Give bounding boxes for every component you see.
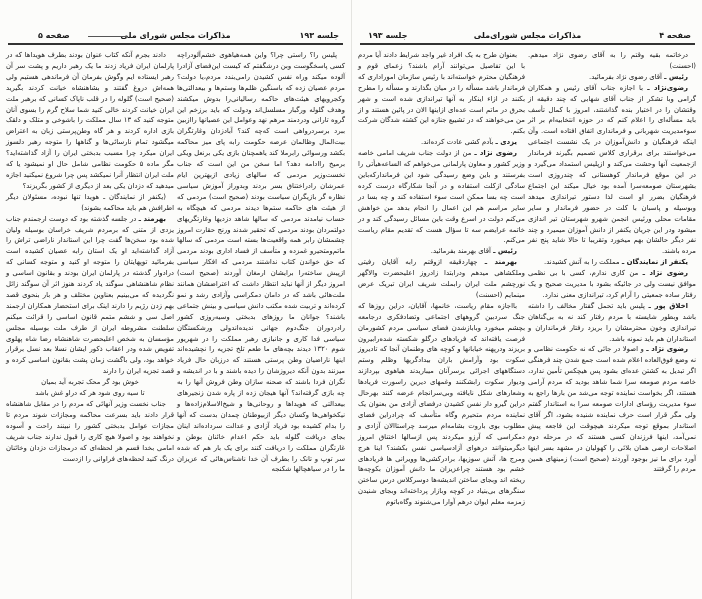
paragraph bbox=[528, 268, 696, 301]
paragraph bbox=[528, 50, 696, 72]
paragraph bbox=[6, 399, 174, 464]
page-header-title: مذاکرات مجلس شورای‌ملی bbox=[473, 31, 582, 40]
text-column-right bbox=[177, 50, 345, 475]
poem-line bbox=[6, 388, 174, 399]
paragraph bbox=[358, 137, 525, 148]
speaker-name: رضوی نژاد ـ bbox=[642, 269, 689, 278]
paragraph bbox=[528, 344, 696, 475]
paragraph bbox=[528, 83, 696, 258]
paragraph-text: آقای بهرمند بفرمائید. bbox=[430, 247, 491, 256]
right-page bbox=[351, 0, 702, 599]
session-number: جلسه ۱۹۳ bbox=[299, 31, 339, 40]
paragraph-text: چهاردقیقه ازوقتم رابه آقایان رفیتی وملکشاهی میدهم ودرابتدا زادروز اعلیحضرت والاگهر نورچشم ملت ایران رابملت شریف ایران تبریک عرض مینمایم (احسنت) bbox=[358, 258, 525, 299]
paragraph-text: درخاتمه بقیه وقتم را به آقای رضوی نژاد میدهم. (احسنت) bbox=[528, 51, 696, 70]
speaker-name: بهرمند ـ bbox=[484, 258, 517, 267]
paragraph-text: و اصولا در جائی که نه حکومت نظامی و نه وضع فوق‌العاده اعلام شده است جمع شدن چند فرهنگی اگر تبدیل به کشتن عده‌ای بشود پس هیچکس تأمین ندارد، خاصه مردم صومعه سرا شما شاهد بودید که مردم آرامی هستند، اگر بخواست نماینده توجه می‌شد من بارها راجع به سوء مدیریت رؤسای ادارات صومعه سرا به استاندار گفتم ولی مگر قرار است حرف نماینده شنیده بشود، اگر آقای استاندار بموقع توجه میکردند هیچوقت این فاجعه پیش نمی‌آمد، اینها فرزندان کسی هستند که در مرحله دوم اصلاحات ارضی همان بلائی را کهولیان در مشهد بسر اینها آورد برای ما نیز بوجود آوردند (صحیح است) زمینهای همین مردم را گرفتند bbox=[528, 345, 696, 474]
page-header-title: مذاکرات مجلس شورای ملی bbox=[120, 31, 231, 40]
page-number: صفحه ۵ bbox=[38, 31, 70, 40]
paragraph-text: پلیس را؟ راستی چرا؟ واین همه‌هیاهوی خشم‌آلودراچه کسی پاسخگوست وبن درشگفتم که کیست این‌فضای آزادرا آلوده میکند وراه نفس کشیدن رامی‌بندد مردم،یا دولت؟ مردم عصیان زده که باسنگین ظلم‌ها وستم‌ها و بیعدالتی‌ها وکجرویهای هیئت‌های حاکمه رسالیانی‌را بدوش میکشند وهدف گلوله ورگبار مسلسل‌اند ودولت که باید برزخم این گروه تارانی ودردمند مرهم نهد وعوامل این عصیانها راازبین ببرد برسردرواهی است که‌چه کند؟ آبادزدان وغارتگران بیت‌المال وظالمان عرصه حکومت رابه پای میز محاکمه بکشد ورسوائی رابرملا کند یاهمچنان بازی یکی برنعل ویکی برمیخ راادامه دهد؟ اما سخن من این است که جناب نخست‌وزیر مردمی که سالهای زیادی ازبهترین ایام عمرشان رادراختناق بسر بردند وبدوراز آموزش سیاسی نظاره گر بازیگران سیاست بودند (صحیح است) مردمی که از هیئت های حاکمه ستم‌ها دیدند مردمی که هیچگاه به حساب نیامدند مردمی که سالها شاهد دزدیها وغارتگریهای دولتمردان بودند مردمی که تحقیر شدند ورنج حقارت امروز چشمشان رابر همه واقعیت‌ها بسته است مردمی که سالها ماتم‌ومتحیرو غمزده و متأسف از فساد اداری بودند مردمی که حق خواندن کتاب نداشتند مردمی که افکار سیاسی ازپیش ساخته‌را برایشان ارمغان آوردند (صحیح است) امروز دیگر از آنها نباید انتظار داشت که اعتراضشان همانند ملت‌هائی باشد که در دامان دمکراسی وآزادی رشد و نمو کرده‌اند و تربیت شده مکتب دانش سیاسی و بینش جتماعی باشند؟ جوانان ما روزهای بدبختی وسیه‌روزی کشور رادردوران جنگ‌دوم جهانی ندیده‌اندولی ورشکستگان سیاسی فدا کاری و جانبازی رهبر مملکت را در شهریور شوم ۱۳۲۰ دیدند بچه‌های ما طعم تلخ تجزیه را نچشیده‌اند اینها ناراضیان وطن پرستی هستند که درزبان حال فریاد میزنند بدون آنکه دیروزشان را دیده باشند و با در اندیشه و نگران فردا باشند که صحنه سازان وطن فروش آنها را به چه بازی گرفته‌اند؟ آنها هیجان زده از پاره شدن زنجیرهای بیعدالتی که هویداها و روحانی‌ها و شیخ‌الاسلام‌زاده‌ها و نیکخواهی‌ها وکسان دیگر ازبیوطنان چمدان بدست که آنها را بدام کشیده بود فریاد آزادی و عدالت سرداده‌اند اینان بجای دریافت گلوله باید حکم اعدام خائنان بوطن و غارتگران مملکت را دریافت کنند برای یک بار هم که شده سر توپ و تانک را بطرف آن خدا ناشناس‌هائی که عزیزان ما را در سیاهچالها شکنجه bbox=[177, 51, 345, 474]
page-header bbox=[8, 31, 343, 45]
speaker-name: رضوی نژاد ـ bbox=[646, 345, 688, 354]
text-column-right bbox=[528, 50, 696, 475]
session-number: جلسه ۱۹۳ bbox=[368, 31, 408, 40]
paragraph-text: با اجازه جناب آقای رئیس و همکاران گرامی وبا تشکر از جناب آقای شهابی که چند دقیقه از وقتشان را در اختیار بنده گذاشتند، امروز با کمال تأسف باید مسأله‌ای را اعلام کنم که در حوزه انتخابیه‌ام بر اثر سوءمدیریت شهربانی و فرمانداری اتفاق افتاده است. وآن اینکه فرهنگیان و دانش‌آموزان در یک نشست اجتماعی می‌خواستند برای برقراری کلاس تصمیم بگیرند فرماندار ازجمعیت آنها وحشت می‌کند و ازپلیس استمداد می‌گیرد و در این موقع فرماندار کوهستانی که چندروزی است بشهرستان صومعه‌سرا آمده بود خیال میکند این اجتماع فرهنگیان بضرر او است لذا دستور تیراندازی میدهد وبوسیله و پاسبان با کلت در حضور فرماندار و سایر مقامات محلی ورئیس انجمن شهرو شهرستان تیر اندازی میشود ودر این جریان یکنفر از دانش آموزان میمیرد و چند نفر دیگر حالشان بهم میخورد وتقریبا تا حالا شاید پنج نفر مرده باشند. bbox=[528, 83, 696, 256]
paragraph bbox=[358, 148, 525, 246]
paragraph-text: بعنوان طرح به یک افراد غیر واجد شرایط دادند آیا مردم با این تفاصیل می‌توانند آرام باشند؟ زعمای قوم و فرهنگیان محترم خواسته‌اند با رئیس سازمان اموراداری که فرماندار باشد مسأله را در میان بگذارند و مسأله را مطرح بکنند در ازاء اینکار به آنها تیراندازی شده است و شهر بحرق در ماتم است عده‌ای ازاینها الان در پائین هستند و از من می‌خواهند که در تشییع جنازه این کشته شدگان شرکت بکنم. bbox=[358, 51, 525, 136]
paragraph bbox=[358, 50, 525, 137]
paragraph bbox=[358, 301, 525, 508]
speaker-name: رئیس ـ bbox=[664, 72, 688, 81]
paragraph bbox=[6, 50, 174, 192]
paragraph-text: در جلسه گذشته بود که دوست ارجمندم جناب یزدی از متنی که برمردم شریف خراسان بوسیله ولیان شده بود سخن‌ها گفت چرا این استاندار ناراضی تراش را آزاد گذاشته‌اید او یک استان رابه عصیان کشیده است بفرمائید توپهایتان را متوجه او کنید و متوجه کسانی که درادوار گذشته در پارلمان ایران بودند و بقانون اساسی و نظام شاهنشاهی سوگند یاد کردند هنوز اثر آن سوگند زائل نگردیده که می‌بینیم بعناوین مختلف و هر بار بنحوی قصد بهم زدن رژیم را دارند اینک برای استحضار همکاران ارجمند اصل سی و ششم متمم قانون اساسی را قرائت میکنم سلطنت مشروطه ایران از طرف ملت بوسیله مجلس مؤسسان به شخص اعلیحضرت شاهنشاه رضا شاه پهلوی تفویض شده ودر اعقاب ذکور ایشان نسلا بعد نسل برقرار خواهد بود، ولی باگشت زمان پشت بقانون اساسی کرده و قصد تجزیه ایران را دارند bbox=[6, 214, 174, 376]
page-number: صفحه ۴ bbox=[659, 31, 691, 40]
page-header bbox=[360, 31, 695, 45]
speaker-name: اخلاق پور ـ bbox=[648, 301, 688, 310]
paragraph bbox=[358, 257, 525, 301]
paragraph-text: (یکنفر از نمایندگان ـ هویدا تنها نبوده، مسئولان دیگر اطرافش هم باید محاکمه بشوند) bbox=[6, 192, 174, 212]
text-column-left bbox=[358, 50, 525, 508]
paragraph-text: دادند بجرم آنکه کتاب عنوان بودند بطرف هویداها که در پارلمان ایران فریاد زدند ما یک رهبر داریم و پشت سر آن رهبر ایستاده ایم وگوش بفرمان آن فرماندهی هستیم ولی همه‌اش دروغ گفتند و بشاهنشاه خیانت کردند بگیرید (صحیح است) گلوله را در قلب ناپاک کسانی که برهبر ملت ایران خیانت کردند خالی کنید شما سلاح گرم را بسوی آنان متوجه کنید که ۱۳ سال مملکت را باشوخی و متلک و دلقک بازی اداره کردند و هر گاه وطن‌پرستی زبان به اعتراض میگشود تمام نارسائی‌ها و گناهها را متوجه رهبر دلسوز ایران میکرد چرا مسبب بدبختی ایران را آزاد گذاشته‌اید؟ مگر ماده ۵ حکومت نظامی شامل حال او نمیشود یا که ملت ایران انتظار آنرا نمیکشد پس چرا شروع نمیکنید اجازه میدهید که دزدان یکی بعد از دیگری از کشور بگریزند؟ bbox=[6, 51, 174, 190]
paragraph bbox=[358, 246, 525, 257]
speaker-name: رضوی نژاد ـ bbox=[474, 149, 517, 158]
header-rule bbox=[88, 36, 128, 37]
paragraph bbox=[528, 257, 696, 268]
paragraph bbox=[6, 214, 174, 378]
paragraph-text: بااجازه مقام ریاست، خانمها، آقایان، دراین روزها که جنگ سردبین گروههای اجتماعی وتضادفکری درجامعه بچشم میخورد وبابازشدن فضای سیاسی مردم کشورمان فرصت یافته‌اند که فریادهای درگلو شکسته شده‌رابیرون بریزند ودرپهنه خیابانها و کوچه های وطنمان آنجا که تادیروز سکوت بود وآرامش باران بیدادگریها وظلم وستم دستگاههای اجرائی برسرآنان میباریدند هیاهوی بپردازند ودیوار سکوت رابشکنند وغمهای دیرین راسورت فریادها وشعارهای شکل نایافته وبی‌سرانجام عرضه کنند بهرحال دراین گیرو دار نفس کشیدن درفضای آزادی من بعنوان یک نماینده مردم متحیرم وگاه متأسف که چرادراین فضای مطلوب بوی باروت بشامه‌ام میرسد چراستاالان آزادی و دمکراسی که آرزو میکردند پس ازسالها اختناق امروز دیگرمیتوانند درهوای آزادسیاسی نفس بکشند؟ اینا هرج ومرج ها، آتش سوزیها، برادرکشی‌ها وویرانی ها فریادهای خشم بود هستند چراعزیزان ما دانش آموزان بکوچه‌ها ریخته اند وبجای ساختن اندیشه‌ها دوسرکلاس درس ساختن سنگرهای بی‌بنیاد در کوچه وبازار پرداخته‌اند وبجای شنیدن زمزمه معلم ایوان درهم آوارا می‌شنوند وگاه‌باتوم bbox=[358, 301, 525, 507]
paragraph-text: پلیس باید تحمل گفتار مخالف را داشته باشد وبطور شایسته با مردم رفتار کند نه به بی‌گناهان تیراندازی وخون محترمشان را بریزد رفتار فرمانداران و استانداران هم باید نمونه باشد. bbox=[528, 301, 696, 343]
paragraph-text: جناب نخست وزیر آنهائی که مردم را در مقابل شاهنشاه قرار دادند باید بسرعت محاکمه ومجازات شوند مردم تا مجازات عوامل بدبختی کشور را نبینند راحت و آسوده نخواهند بود و اصولا هیچ کاری را قبول ندارند جناب شریف امامی بخدا قسم هر لحظه‌ای که درمجازات دزدان وخائنان درنگ کنید لحظه‌های فراوانی را ازدست bbox=[6, 400, 174, 463]
paragraph-text: بآدم کشی عادت کرده‌اند. bbox=[421, 138, 494, 147]
paragraph-text: تا سیه روی شود هر که دراو غش باشد bbox=[35, 389, 145, 398]
paragraph-text: من از دولت جناب شریف امامی خاصه وزیر کشور و معاون پارلمانی می‌خواهم که الساعه‌هیأتی را بفرستند و باین وضع رسیدگی شود این فرماندارکه‌باین سادگی ازکلت استفاده و در آنجا شکارگاه درست کرده است چه بسا ممکن است سوء استفاده کند و چه بسا در سایر مراسم هم این اعمال را انجام بدهد من خواهش می‌کنم دولت در اسرع وقت باین مسائل رسیدگی کند و در خاتمه عرایضم سه تا سؤال هست که تقدیم مقام ریاست می‌کنم. bbox=[358, 149, 525, 245]
paragraph-text: مملکت را به آتش کشیدند. bbox=[544, 258, 620, 267]
paragraph-text: آقای رضوی نژاد بفرمائید. bbox=[589, 72, 662, 81]
paragraph bbox=[177, 50, 345, 475]
paragraph-text: خوش بود گر محک تجربه آید بمیان bbox=[41, 378, 139, 387]
speaker-name: یکنفر از نمایندگان ـ bbox=[621, 258, 688, 267]
paragraph bbox=[528, 301, 696, 345]
speaker-name: رئیس ـ bbox=[493, 247, 517, 256]
speaker-name: یزدی ـ bbox=[495, 138, 517, 147]
paragraph bbox=[528, 72, 696, 83]
paragraph bbox=[6, 192, 174, 214]
speaker-name: رضوی‌نژاد ـ bbox=[647, 83, 688, 92]
poem-line bbox=[6, 377, 174, 388]
speaker-name: بهرمند ـ bbox=[138, 214, 166, 223]
text-column-left bbox=[6, 50, 174, 464]
paragraph-text: من کاری ندارم، کسی با بی نظمی موافق نیست ولی در جائیکه بشود با مدیریت صحیح و یک رفتار ساده جمعیتی را آرام کرد، تیراندازی معنی ندارد. bbox=[528, 269, 696, 299]
